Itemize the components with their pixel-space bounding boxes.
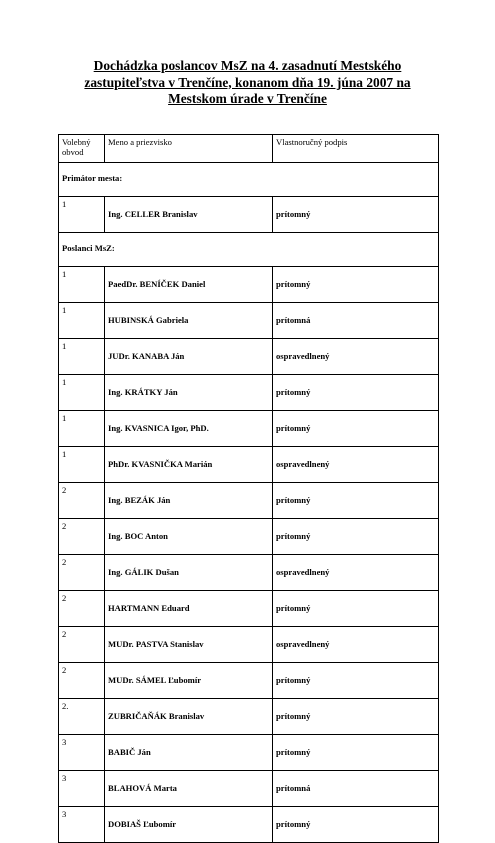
- attendance-table: [58, 134, 439, 843]
- cell-podpis: prítomný: [273, 411, 439, 447]
- cell-podpis: prítomná: [273, 771, 439, 807]
- cell-podpis: prítomný: [273, 519, 439, 555]
- table-row: [59, 591, 439, 627]
- cell-meno: Ing. BEZÁK Ján: [105, 483, 273, 519]
- table-row: [59, 197, 439, 233]
- cell-meno: BABIČ Ján: [105, 735, 273, 771]
- cell-obvod: 2: [59, 627, 105, 663]
- table-row: [59, 267, 439, 303]
- cell-meno: JUDr. KANABA Ján: [105, 339, 273, 375]
- cell-obvod: 2: [59, 591, 105, 627]
- cell-obvod: 2: [59, 483, 105, 519]
- document-title: [70, 58, 425, 108]
- cell-meno: Ing. KVASNICA Igor, PhD.: [105, 411, 273, 447]
- cell-meno: HUBINSKÁ Gabriela: [105, 303, 273, 339]
- table-row: [59, 375, 439, 411]
- cell-obvod: 2: [59, 555, 105, 591]
- cell-meno: DOBIAŠ Ľubomír: [105, 807, 273, 843]
- table-row: [59, 735, 439, 771]
- cell-podpis: prítomný: [273, 267, 439, 303]
- table-row: [59, 339, 439, 375]
- cell-meno: ZUBRIČAŇÁK Branislav: [105, 699, 273, 735]
- cell-meno: HARTMANN Eduard: [105, 591, 273, 627]
- cell-obvod: 1: [59, 411, 105, 447]
- section-label-poslanci: Poslanci MsZ:: [59, 233, 439, 267]
- cell-podpis: prítomný: [273, 663, 439, 699]
- section-primator: [59, 163, 439, 197]
- header-meno: Meno a priezvisko: [105, 135, 273, 163]
- cell-meno: MUDr. SÁMEL Ľubomír: [105, 663, 273, 699]
- cell-obvod: 1: [59, 447, 105, 483]
- cell-meno: MUDr. PASTVA Stanislav: [105, 627, 273, 663]
- cell-meno: PaedDr. BENÍČEK Daniel: [105, 267, 273, 303]
- cell-obvod: 2: [59, 519, 105, 555]
- table-row: [59, 627, 439, 663]
- table-header-row: [59, 135, 439, 163]
- section-label-primator: Primátor mesta:: [59, 163, 439, 197]
- table-row: [59, 411, 439, 447]
- section-poslanci: [59, 233, 439, 267]
- cell-podpis: prítomný: [273, 807, 439, 843]
- header-obvod: Volebný obvod: [59, 135, 105, 163]
- cell-podpis: prítomný: [273, 197, 439, 233]
- table-row: [59, 555, 439, 591]
- cell-obvod: 3: [59, 807, 105, 843]
- cell-meno: Ing. CELLER Branislav: [105, 197, 273, 233]
- table-row: [59, 807, 439, 843]
- cell-meno: BLAHOVÁ Marta: [105, 771, 273, 807]
- cell-podpis: ospravedlnený: [273, 447, 439, 483]
- table-row: [59, 771, 439, 807]
- cell-meno: Ing. BOC Anton: [105, 519, 273, 555]
- cell-obvod: 1: [59, 197, 105, 233]
- title-line-1: Dochádzka poslancov MsZ na 4. zasadnutí Mestského: [93, 58, 402, 73]
- table-row: [59, 483, 439, 519]
- cell-meno: Ing. GÁLIK Dušan: [105, 555, 273, 591]
- cell-obvod: 2: [59, 663, 105, 699]
- cell-podpis: prítomná: [273, 303, 439, 339]
- cell-obvod: 3: [59, 735, 105, 771]
- header-podpis: Vlastnoručný podpis: [273, 135, 439, 163]
- table-row: [59, 699, 439, 735]
- table-row: [59, 663, 439, 699]
- cell-podpis: prítomný: [273, 483, 439, 519]
- cell-podpis: prítomný: [273, 735, 439, 771]
- title-line-3: Mestskom úrade v Trenčíne: [168, 91, 327, 106]
- cell-podpis: ospravedlnený: [273, 339, 439, 375]
- cell-obvod: 2.: [59, 699, 105, 735]
- cell-podpis: prítomný: [273, 699, 439, 735]
- cell-meno: Ing. KRÁTKY Ján: [105, 375, 273, 411]
- table-row: [59, 447, 439, 483]
- cell-obvod: 1: [59, 267, 105, 303]
- cell-podpis: prítomný: [273, 591, 439, 627]
- cell-obvod: 3: [59, 771, 105, 807]
- title-line-2: zastupiteľstva v Trenčíne, konanom dňa 19. júna 2007 na: [84, 74, 411, 90]
- cell-podpis: ospravedlnený: [273, 627, 439, 663]
- table-row: [59, 519, 439, 555]
- cell-obvod: 1: [59, 303, 105, 339]
- cell-meno: PhDr. KVASNIČKA Marián: [105, 447, 273, 483]
- table-row: [59, 303, 439, 339]
- cell-obvod: 1: [59, 375, 105, 411]
- cell-podpis: prítomný: [273, 375, 439, 411]
- cell-podpis: ospravedlnený: [273, 555, 439, 591]
- cell-obvod: 1: [59, 339, 105, 375]
